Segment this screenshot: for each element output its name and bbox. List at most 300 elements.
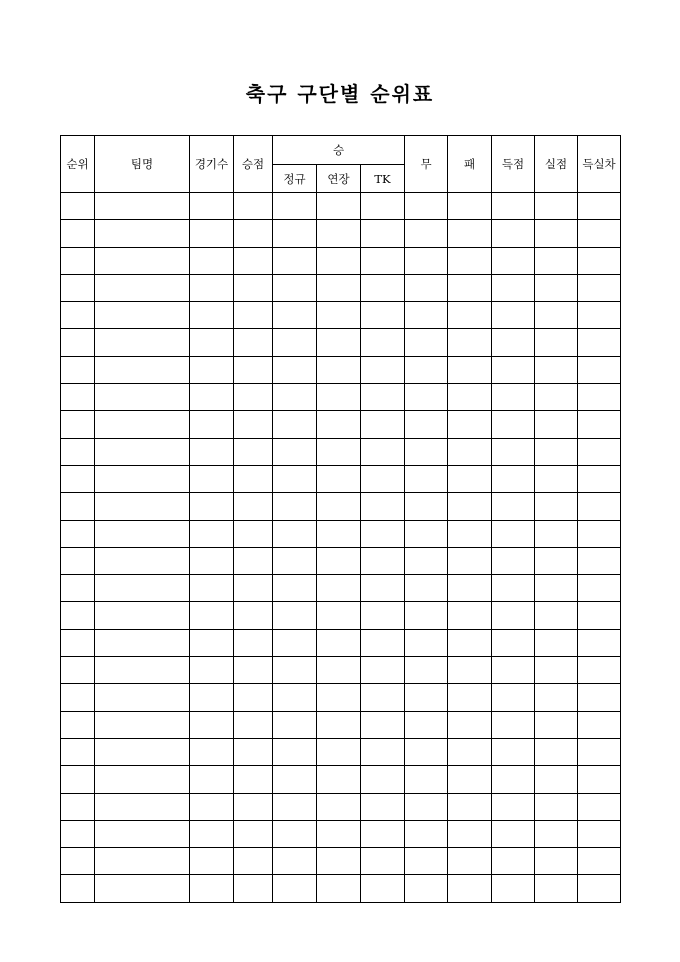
table-cell[interactable] bbox=[361, 575, 405, 602]
table-cell[interactable] bbox=[578, 657, 621, 684]
table-cell[interactable] bbox=[234, 438, 273, 465]
table-cell[interactable] bbox=[361, 384, 405, 411]
table-cell[interactable] bbox=[190, 547, 234, 574]
table-cell[interactable] bbox=[273, 766, 317, 793]
table-cell[interactable] bbox=[234, 247, 273, 274]
table-cell[interactable] bbox=[578, 193, 621, 220]
table-cell[interactable] bbox=[234, 220, 273, 247]
table-cell[interactable] bbox=[578, 684, 621, 711]
table-cell[interactable] bbox=[95, 793, 190, 820]
table-cell[interactable] bbox=[273, 629, 317, 656]
table-cell[interactable] bbox=[317, 875, 361, 902]
table-cell[interactable] bbox=[448, 875, 492, 902]
table-cell[interactable] bbox=[405, 274, 448, 301]
table-cell[interactable] bbox=[361, 465, 405, 492]
table-cell[interactable] bbox=[95, 711, 190, 738]
table-cell[interactable] bbox=[273, 711, 317, 738]
table-cell[interactable] bbox=[578, 465, 621, 492]
table-cell[interactable] bbox=[535, 220, 578, 247]
table-cell[interactable] bbox=[578, 274, 621, 301]
table-cell[interactable] bbox=[95, 274, 190, 301]
table-cell[interactable] bbox=[578, 411, 621, 438]
table-cell[interactable] bbox=[95, 193, 190, 220]
table-cell[interactable] bbox=[317, 438, 361, 465]
table-cell[interactable] bbox=[273, 220, 317, 247]
table-cell[interactable] bbox=[448, 657, 492, 684]
table-cell[interactable] bbox=[190, 193, 234, 220]
table-cell[interactable] bbox=[317, 520, 361, 547]
table-cell[interactable] bbox=[234, 711, 273, 738]
table-cell[interactable] bbox=[190, 820, 234, 847]
table-cell[interactable] bbox=[61, 820, 95, 847]
table-cell[interactable] bbox=[492, 493, 535, 520]
table-cell[interactable] bbox=[317, 193, 361, 220]
table-cell[interactable] bbox=[448, 193, 492, 220]
table-cell[interactable] bbox=[317, 411, 361, 438]
table-cell[interactable] bbox=[273, 438, 317, 465]
table-cell[interactable] bbox=[234, 848, 273, 875]
table-cell[interactable] bbox=[61, 274, 95, 301]
table-cell[interactable] bbox=[95, 575, 190, 602]
table-cell[interactable] bbox=[190, 220, 234, 247]
table-cell[interactable] bbox=[361, 520, 405, 547]
table-cell[interactable] bbox=[448, 602, 492, 629]
table-cell[interactable] bbox=[190, 329, 234, 356]
table-cell[interactable] bbox=[190, 438, 234, 465]
table-cell[interactable] bbox=[361, 220, 405, 247]
table-cell[interactable] bbox=[535, 684, 578, 711]
table-cell[interactable] bbox=[405, 220, 448, 247]
table-cell[interactable] bbox=[95, 875, 190, 902]
table-cell[interactable] bbox=[578, 738, 621, 765]
table-cell[interactable] bbox=[95, 220, 190, 247]
table-cell[interactable] bbox=[535, 547, 578, 574]
table-cell[interactable] bbox=[448, 247, 492, 274]
table-cell[interactable] bbox=[405, 711, 448, 738]
table-cell[interactable] bbox=[535, 657, 578, 684]
table-cell[interactable] bbox=[492, 193, 535, 220]
table-cell[interactable] bbox=[317, 547, 361, 574]
table-cell[interactable] bbox=[61, 438, 95, 465]
table-cell[interactable] bbox=[361, 356, 405, 383]
table-cell[interactable] bbox=[492, 247, 535, 274]
table-cell[interactable] bbox=[234, 629, 273, 656]
table-cell[interactable] bbox=[405, 384, 448, 411]
table-cell[interactable] bbox=[317, 302, 361, 329]
table-cell[interactable] bbox=[492, 875, 535, 902]
table-cell[interactable] bbox=[535, 329, 578, 356]
table-cell[interactable] bbox=[317, 465, 361, 492]
table-cell[interactable] bbox=[273, 547, 317, 574]
table-cell[interactable] bbox=[578, 520, 621, 547]
table-cell[interactable] bbox=[405, 875, 448, 902]
table-cell[interactable] bbox=[234, 820, 273, 847]
table-cell[interactable] bbox=[492, 738, 535, 765]
table-cell[interactable] bbox=[448, 629, 492, 656]
table-cell[interactable] bbox=[361, 602, 405, 629]
table-cell[interactable] bbox=[317, 247, 361, 274]
table-cell[interactable] bbox=[95, 657, 190, 684]
table-cell[interactable] bbox=[492, 848, 535, 875]
table-cell[interactable] bbox=[273, 247, 317, 274]
table-cell[interactable] bbox=[317, 575, 361, 602]
table-cell[interactable] bbox=[535, 438, 578, 465]
table-cell[interactable] bbox=[273, 274, 317, 301]
table-cell[interactable] bbox=[361, 629, 405, 656]
table-cell[interactable] bbox=[492, 766, 535, 793]
table-cell[interactable] bbox=[95, 602, 190, 629]
table-cell[interactable] bbox=[535, 602, 578, 629]
table-cell[interactable] bbox=[535, 247, 578, 274]
table-cell[interactable] bbox=[448, 547, 492, 574]
table-cell[interactable] bbox=[234, 329, 273, 356]
table-cell[interactable] bbox=[190, 302, 234, 329]
table-cell[interactable] bbox=[61, 793, 95, 820]
table-cell[interactable] bbox=[234, 411, 273, 438]
table-cell[interactable] bbox=[535, 465, 578, 492]
table-cell[interactable] bbox=[492, 411, 535, 438]
table-cell[interactable] bbox=[492, 793, 535, 820]
table-cell[interactable] bbox=[317, 220, 361, 247]
table-cell[interactable] bbox=[95, 465, 190, 492]
table-cell[interactable] bbox=[361, 820, 405, 847]
table-cell[interactable] bbox=[95, 247, 190, 274]
table-cell[interactable] bbox=[405, 247, 448, 274]
table-cell[interactable] bbox=[578, 629, 621, 656]
table-cell[interactable] bbox=[492, 302, 535, 329]
table-cell[interactable] bbox=[405, 356, 448, 383]
table-cell[interactable] bbox=[361, 411, 405, 438]
table-cell[interactable] bbox=[361, 329, 405, 356]
table-cell[interactable] bbox=[61, 520, 95, 547]
table-cell[interactable] bbox=[95, 493, 190, 520]
table-cell[interactable] bbox=[234, 738, 273, 765]
table-cell[interactable] bbox=[535, 274, 578, 301]
table-cell[interactable] bbox=[448, 302, 492, 329]
table-cell[interactable] bbox=[405, 848, 448, 875]
table-cell[interactable] bbox=[273, 411, 317, 438]
table-cell[interactable] bbox=[95, 547, 190, 574]
table-cell[interactable] bbox=[361, 547, 405, 574]
table-cell[interactable] bbox=[492, 356, 535, 383]
table-cell[interactable] bbox=[578, 575, 621, 602]
table-cell[interactable] bbox=[405, 657, 448, 684]
table-cell[interactable] bbox=[405, 465, 448, 492]
table-cell[interactable] bbox=[95, 384, 190, 411]
table-cell[interactable] bbox=[95, 766, 190, 793]
table-cell[interactable] bbox=[61, 329, 95, 356]
table-cell[interactable] bbox=[190, 247, 234, 274]
table-cell[interactable] bbox=[61, 875, 95, 902]
table-cell[interactable] bbox=[317, 684, 361, 711]
table-cell[interactable] bbox=[448, 384, 492, 411]
table-cell[interactable] bbox=[190, 848, 234, 875]
table-cell[interactable] bbox=[234, 384, 273, 411]
table-cell[interactable] bbox=[535, 711, 578, 738]
table-cell[interactable] bbox=[492, 329, 535, 356]
table-cell[interactable] bbox=[492, 220, 535, 247]
table-cell[interactable] bbox=[578, 438, 621, 465]
table-cell[interactable] bbox=[95, 738, 190, 765]
table-cell[interactable] bbox=[405, 520, 448, 547]
table-cell[interactable] bbox=[535, 875, 578, 902]
table-cell[interactable] bbox=[95, 438, 190, 465]
table-cell[interactable] bbox=[273, 520, 317, 547]
table-cell[interactable] bbox=[61, 848, 95, 875]
table-cell[interactable] bbox=[273, 384, 317, 411]
table-cell[interactable] bbox=[492, 711, 535, 738]
table-cell[interactable] bbox=[61, 411, 95, 438]
table-cell[interactable] bbox=[190, 684, 234, 711]
table-cell[interactable] bbox=[448, 493, 492, 520]
table-cell[interactable] bbox=[190, 711, 234, 738]
table-cell[interactable] bbox=[234, 193, 273, 220]
table-cell[interactable] bbox=[273, 793, 317, 820]
table-cell[interactable] bbox=[448, 738, 492, 765]
table-cell[interactable] bbox=[61, 629, 95, 656]
table-cell[interactable] bbox=[578, 711, 621, 738]
table-cell[interactable] bbox=[448, 684, 492, 711]
table-cell[interactable] bbox=[234, 302, 273, 329]
table-cell[interactable] bbox=[95, 356, 190, 383]
table-cell[interactable] bbox=[190, 766, 234, 793]
table-cell[interactable] bbox=[61, 657, 95, 684]
table-cell[interactable] bbox=[448, 274, 492, 301]
table-cell[interactable] bbox=[317, 629, 361, 656]
table-cell[interactable] bbox=[578, 302, 621, 329]
table-cell[interactable] bbox=[273, 193, 317, 220]
table-cell[interactable] bbox=[317, 766, 361, 793]
table-cell[interactable] bbox=[448, 438, 492, 465]
table-cell[interactable] bbox=[273, 575, 317, 602]
table-cell[interactable] bbox=[95, 820, 190, 847]
table-cell[interactable] bbox=[405, 302, 448, 329]
table-cell[interactable] bbox=[492, 547, 535, 574]
table-cell[interactable] bbox=[578, 602, 621, 629]
table-cell[interactable] bbox=[317, 848, 361, 875]
table-cell[interactable] bbox=[317, 329, 361, 356]
table-cell[interactable] bbox=[578, 820, 621, 847]
table-cell[interactable] bbox=[578, 848, 621, 875]
table-cell[interactable] bbox=[578, 547, 621, 574]
table-cell[interactable] bbox=[273, 738, 317, 765]
table-cell[interactable] bbox=[190, 657, 234, 684]
table-cell[interactable] bbox=[535, 738, 578, 765]
table-cell[interactable] bbox=[405, 329, 448, 356]
table-cell[interactable] bbox=[61, 384, 95, 411]
table-cell[interactable] bbox=[535, 384, 578, 411]
table-cell[interactable] bbox=[95, 629, 190, 656]
table-cell[interactable] bbox=[361, 875, 405, 902]
table-cell[interactable] bbox=[273, 302, 317, 329]
table-cell[interactable] bbox=[492, 575, 535, 602]
table-cell[interactable] bbox=[405, 193, 448, 220]
table-cell[interactable] bbox=[190, 793, 234, 820]
table-cell[interactable] bbox=[361, 793, 405, 820]
table-cell[interactable] bbox=[405, 411, 448, 438]
table-cell[interactable] bbox=[61, 193, 95, 220]
table-cell[interactable] bbox=[61, 575, 95, 602]
table-cell[interactable] bbox=[361, 848, 405, 875]
table-cell[interactable] bbox=[234, 684, 273, 711]
table-cell[interactable] bbox=[448, 356, 492, 383]
table-cell[interactable] bbox=[405, 602, 448, 629]
table-cell[interactable] bbox=[61, 302, 95, 329]
table-cell[interactable] bbox=[273, 848, 317, 875]
table-cell[interactable] bbox=[361, 684, 405, 711]
table-cell[interactable] bbox=[61, 711, 95, 738]
table-cell[interactable] bbox=[405, 684, 448, 711]
table-cell[interactable] bbox=[578, 493, 621, 520]
table-cell[interactable] bbox=[317, 274, 361, 301]
table-cell[interactable] bbox=[405, 493, 448, 520]
table-cell[interactable] bbox=[535, 520, 578, 547]
table-cell[interactable] bbox=[273, 602, 317, 629]
table-cell[interactable] bbox=[234, 547, 273, 574]
table-cell[interactable] bbox=[190, 411, 234, 438]
table-cell[interactable] bbox=[405, 438, 448, 465]
table-cell[interactable] bbox=[448, 820, 492, 847]
table-cell[interactable] bbox=[492, 602, 535, 629]
table-cell[interactable] bbox=[535, 766, 578, 793]
table-cell[interactable] bbox=[578, 766, 621, 793]
table-cell[interactable] bbox=[95, 302, 190, 329]
table-cell[interactable] bbox=[61, 738, 95, 765]
table-cell[interactable] bbox=[273, 493, 317, 520]
table-cell[interactable] bbox=[61, 547, 95, 574]
table-cell[interactable] bbox=[317, 711, 361, 738]
table-cell[interactable] bbox=[234, 493, 273, 520]
table-cell[interactable] bbox=[95, 848, 190, 875]
table-cell[interactable] bbox=[273, 329, 317, 356]
table-cell[interactable] bbox=[190, 465, 234, 492]
table-cell[interactable] bbox=[234, 793, 273, 820]
table-cell[interactable] bbox=[190, 738, 234, 765]
table-cell[interactable] bbox=[234, 274, 273, 301]
table-cell[interactable] bbox=[535, 302, 578, 329]
table-cell[interactable] bbox=[405, 738, 448, 765]
table-cell[interactable] bbox=[61, 684, 95, 711]
table-cell[interactable] bbox=[361, 493, 405, 520]
table-cell[interactable] bbox=[448, 793, 492, 820]
table-cell[interactable] bbox=[578, 793, 621, 820]
table-cell[interactable] bbox=[234, 465, 273, 492]
table-cell[interactable] bbox=[492, 820, 535, 847]
table-cell[interactable] bbox=[535, 193, 578, 220]
table-cell[interactable] bbox=[234, 875, 273, 902]
table-cell[interactable] bbox=[448, 575, 492, 602]
table-cell[interactable] bbox=[578, 875, 621, 902]
table-cell[interactable] bbox=[405, 629, 448, 656]
table-cell[interactable] bbox=[361, 766, 405, 793]
table-cell[interactable] bbox=[492, 274, 535, 301]
table-cell[interactable] bbox=[535, 793, 578, 820]
table-cell[interactable] bbox=[61, 766, 95, 793]
table-cell[interactable] bbox=[95, 411, 190, 438]
table-cell[interactable] bbox=[535, 575, 578, 602]
table-cell[interactable] bbox=[448, 465, 492, 492]
table-cell[interactable] bbox=[361, 302, 405, 329]
table-cell[interactable] bbox=[273, 465, 317, 492]
table-cell[interactable] bbox=[273, 657, 317, 684]
table-cell[interactable] bbox=[95, 329, 190, 356]
table-cell[interactable] bbox=[361, 711, 405, 738]
table-cell[interactable] bbox=[190, 602, 234, 629]
table-cell[interactable] bbox=[535, 356, 578, 383]
table-cell[interactable] bbox=[578, 329, 621, 356]
table-cell[interactable] bbox=[61, 602, 95, 629]
table-cell[interactable] bbox=[234, 575, 273, 602]
table-cell[interactable] bbox=[405, 793, 448, 820]
table-cell[interactable] bbox=[578, 356, 621, 383]
table-cell[interactable] bbox=[448, 411, 492, 438]
table-cell[interactable] bbox=[273, 356, 317, 383]
table-cell[interactable] bbox=[317, 657, 361, 684]
table-cell[interactable] bbox=[361, 657, 405, 684]
table-cell[interactable] bbox=[234, 657, 273, 684]
table-cell[interactable] bbox=[273, 684, 317, 711]
table-cell[interactable] bbox=[448, 220, 492, 247]
table-cell[interactable] bbox=[317, 793, 361, 820]
table-cell[interactable] bbox=[492, 684, 535, 711]
table-cell[interactable] bbox=[448, 520, 492, 547]
table-cell[interactable] bbox=[361, 738, 405, 765]
table-cell[interactable] bbox=[190, 384, 234, 411]
table-cell[interactable] bbox=[190, 520, 234, 547]
table-cell[interactable] bbox=[361, 247, 405, 274]
table-cell[interactable] bbox=[361, 438, 405, 465]
table-cell[interactable] bbox=[535, 493, 578, 520]
table-cell[interactable] bbox=[190, 575, 234, 602]
table-cell[interactable] bbox=[578, 247, 621, 274]
table-cell[interactable] bbox=[405, 547, 448, 574]
table-cell[interactable] bbox=[578, 384, 621, 411]
table-cell[interactable] bbox=[190, 875, 234, 902]
table-cell[interactable] bbox=[234, 766, 273, 793]
table-cell[interactable] bbox=[535, 848, 578, 875]
table-cell[interactable] bbox=[492, 384, 535, 411]
table-cell[interactable] bbox=[361, 193, 405, 220]
table-cell[interactable] bbox=[405, 575, 448, 602]
table-cell[interactable] bbox=[405, 766, 448, 793]
table-cell[interactable] bbox=[190, 274, 234, 301]
table-cell[interactable] bbox=[61, 220, 95, 247]
table-cell[interactable] bbox=[361, 274, 405, 301]
table-cell[interactable] bbox=[492, 657, 535, 684]
table-cell[interactable] bbox=[61, 465, 95, 492]
table-cell[interactable] bbox=[273, 875, 317, 902]
table-cell[interactable] bbox=[492, 520, 535, 547]
table-cell[interactable] bbox=[492, 629, 535, 656]
table-cell[interactable] bbox=[234, 356, 273, 383]
table-cell[interactable] bbox=[234, 602, 273, 629]
table-cell[interactable] bbox=[273, 820, 317, 847]
table-cell[interactable] bbox=[190, 356, 234, 383]
table-cell[interactable] bbox=[61, 247, 95, 274]
table-cell[interactable] bbox=[317, 602, 361, 629]
table-cell[interactable] bbox=[234, 520, 273, 547]
table-cell[interactable] bbox=[448, 711, 492, 738]
table-cell[interactable] bbox=[190, 629, 234, 656]
table-cell[interactable] bbox=[317, 384, 361, 411]
table-cell[interactable] bbox=[535, 820, 578, 847]
table-cell[interactable] bbox=[61, 493, 95, 520]
table-cell[interactable] bbox=[492, 465, 535, 492]
table-cell[interactable] bbox=[317, 820, 361, 847]
table-cell[interactable] bbox=[317, 356, 361, 383]
table-cell[interactable] bbox=[448, 766, 492, 793]
table-cell[interactable] bbox=[448, 848, 492, 875]
